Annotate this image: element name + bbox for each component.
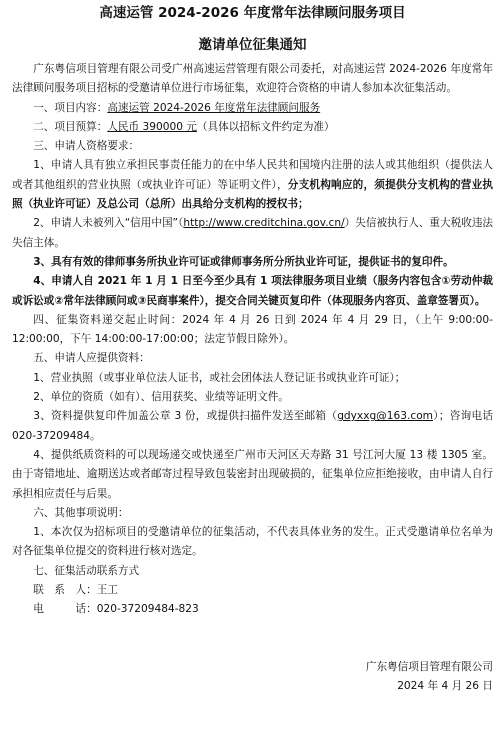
project-content-value: 高速运管 2024-2026 年度常年法律顾问服务: [107, 101, 321, 114]
materials-item-3-text: 3、资料提供复印件加盖公章 3 份，或提供扫描件发送至邮箱（: [33, 410, 338, 423]
section-contact-heading: 七、征集活动联系方式: [33, 564, 140, 577]
project-budget-value: 人民币 390000 元: [107, 120, 197, 133]
qualification-item-3: 3、具有有效的律师事务所执业许可证或律师事务所分所执业许可证，提供证书的复印件。: [33, 255, 454, 268]
signature-date: 2024 年 4 月 26 日: [397, 679, 493, 692]
materials-item-4: 4、提供纸质资料的可以现场递交或快递至广州市天河区天寿路 31 号江河大厦 13 楼 1305 室。由于寄错地址、逾期送达或者邮寄过程导致包装密封出现破损的，征集单位应拒绝接收，由申请人自行承担相应责任与后果。: [12, 448, 493, 500]
qualification-item-2-text: 2、申请人未被列入“信用中国”（: [33, 217, 184, 230]
section-qualification-heading: 三、申请人资格要求：: [33, 140, 140, 153]
intro-paragraph: 广东粤信项目管理有限公司受广州高速运营管理有限公司委托，对高速运营 2024-2026 年度常年法律顾问服务项目招标的受邀请单位进行市场征集，欢迎符合资格的申请人参加本次征集活动。: [12, 63, 493, 95]
budget-note: （具体以招标文件约定为准）: [196, 120, 335, 133]
document-title: 高速运管 2024-2026 年度常年法律顾问服务项目: [99, 5, 406, 21]
section-other-heading: 六、其他事项说明：: [33, 506, 129, 519]
section-materials-heading: 五、申请人应提供资料：: [33, 352, 150, 365]
qualification-item-2: [12, 214, 493, 253]
other-item-1: 1、本次仅为招标项目的受邀请单位的征集活动，不代表具体业务的发生。正式受邀请单位名单为对各征集单位提交的资料进行核对选定。: [12, 526, 493, 558]
email-link[interactable]: gdyxxg@163.com: [337, 410, 433, 423]
qualification-item-1: [12, 156, 493, 214]
section-project-budget: [12, 118, 493, 137]
signature-company: 广东粤信项目管理有限公司: [365, 660, 493, 673]
section-submission-time: 四、征集资料递交起止时间：2024 年 4 月 26 日到 2024 年 4 月 29 日，（上午 9:00:00-12:00:00，下午 14:00:00-17:00:00；法定节假日除外）。: [12, 313, 493, 346]
qualification-item-2-tail: ）失信被执行人、重大税收违法失信主体。: [12, 217, 494, 249]
section-label: 一、项目内容：: [33, 101, 108, 114]
section-project-content: [12, 99, 493, 118]
materials-item-2: 2、单位的资质（如有）、信用获奖、业绩等证明文件。: [33, 391, 289, 404]
materials-item-3: [12, 407, 493, 446]
qualification-item-1-bold: 分支机构响应的，须提供分支机构的营业执照（执业许可证）及总公司（总所）出具给分支机构的授权书；: [12, 178, 493, 211]
contact-phone: 电 话：020-37209484-823: [33, 603, 199, 616]
contact-person: 联 系 人：王工: [33, 584, 118, 597]
qualification-item-4: 4、申请人自 2021 年 1 月 1 日至今至少具有 1 项法律服务项目业绩（服务内容包含①劳动仲裁或诉讼或②常年法律顾问或③民商事案件），提交合同关键页复印件（体现服务内容页、盖章签署页）。: [12, 275, 493, 307]
materials-item-1: 1、营业执照（或事业单位法人证书，或社会团体法人登记证书或执业许可证）；: [33, 371, 406, 384]
section-label: 二、项目预算：: [33, 120, 108, 133]
materials-item-3-tail: ）；咨询电话 020-37209484。: [12, 410, 493, 442]
creditchina-link[interactable]: http://www.creditchina.gov.cn/: [183, 217, 345, 230]
document-subtitle: 邀请单位征集通知: [198, 37, 307, 53]
qualification-item-1-text: 1、申请人具有独立承担民事责任能力的在中华人民共和国境内注册的法人或其他组织（提供法人或者其他组织的营业执照（或执业许可证）等证明文件），: [12, 159, 493, 191]
